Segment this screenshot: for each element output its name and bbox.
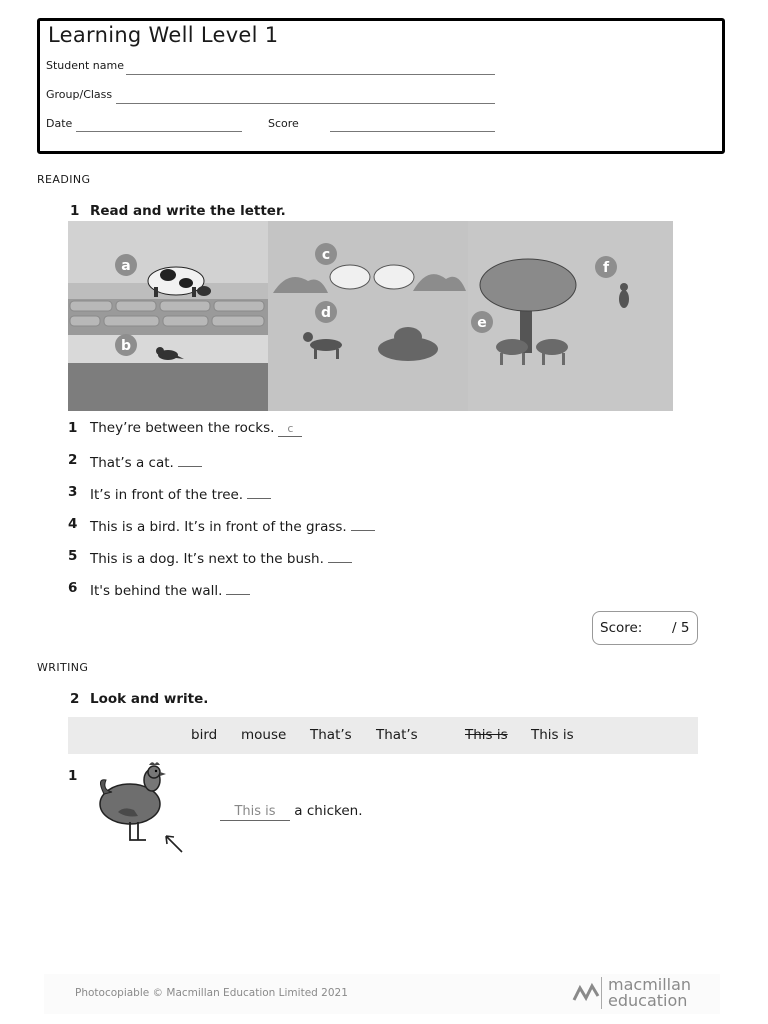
item-sentence: This is a dog. It’s next to the bush. [90,551,324,567]
question-number: 2 [70,691,80,707]
item-sentence: It's behind the wall. [90,583,223,599]
item-number: 1 [68,768,78,784]
word-bank-item: That’s [310,727,352,743]
question-instruction: Look and write. [90,691,209,707]
image-label-e: e [477,315,487,331]
student-name-field[interactable] [126,74,495,75]
image-label-a: a [121,258,131,274]
question-number: 1 [70,203,80,219]
image-label-b: b [120,338,132,354]
word-bank-item: This is [531,727,574,743]
macmillan-logo-icon [572,978,602,1008]
item-sentence: They’re between the rocks. [90,420,275,436]
writing-item-sentence [220,803,363,821]
writing-section-title: WRITING [37,661,89,674]
chicken-illustration [94,760,189,856]
answer-blank[interactable]: c [278,422,302,437]
item-number: 6 [68,580,78,596]
group-class-field[interactable] [116,103,495,104]
score-box-label: Score: [600,620,643,636]
score-box-total: / 5 [672,620,690,636]
reading-section-title: READING [37,173,91,186]
item-number: 3 [68,484,78,500]
word-bank-item: That’s [376,727,418,743]
copyright-text: Photocopiable © Macmillan Education Limited 2021 [75,987,348,999]
page-footer [44,974,720,1014]
question-instruction: Read and write the letter. [90,203,286,219]
answer-blank-filled[interactable]: This is [220,804,290,821]
image-label-f: f [602,260,610,276]
word-bank-item: bird [191,727,218,743]
score-box [592,611,698,645]
student-name-label: Student name [46,59,124,72]
item-number: 5 [68,548,78,564]
word-bank [68,717,698,754]
item-number: 1 [68,420,78,436]
brand-name-line2: education [608,991,688,1010]
word-bank-item-crossed: This is [465,727,508,743]
answer-blank[interactable] [351,516,375,531]
answer-blank[interactable] [328,548,352,563]
answer-blank[interactable] [178,452,202,467]
item-sentence: a chicken. [294,803,363,819]
group-class-label: Group/Class [46,88,113,101]
reading-scene-illustration [68,221,673,411]
item-sentence: This is a bird. It’s in front of the grass. [90,519,347,535]
item-sentence: It’s in front of the tree. [90,487,244,503]
answer-blank[interactable] [226,580,250,595]
image-label-d: d [320,305,332,321]
date-field[interactable] [76,131,242,132]
worksheet-header [37,18,725,154]
worksheet-title: Learning Well Level 1 [48,23,279,47]
logo-divider [601,977,602,1009]
item-sentence: That’s a cat. [90,455,174,471]
score-field[interactable] [330,131,495,132]
item-number: 4 [68,516,78,532]
cat-figure [619,283,629,308]
answer-blank[interactable] [247,484,271,499]
item-number: 2 [68,452,78,468]
score-label: Score [268,117,299,130]
date-label: Date [46,117,73,130]
brand-name-line1: macmillan [608,975,692,994]
image-label-c: c [321,247,331,263]
word-bank-item: mouse [241,727,287,743]
